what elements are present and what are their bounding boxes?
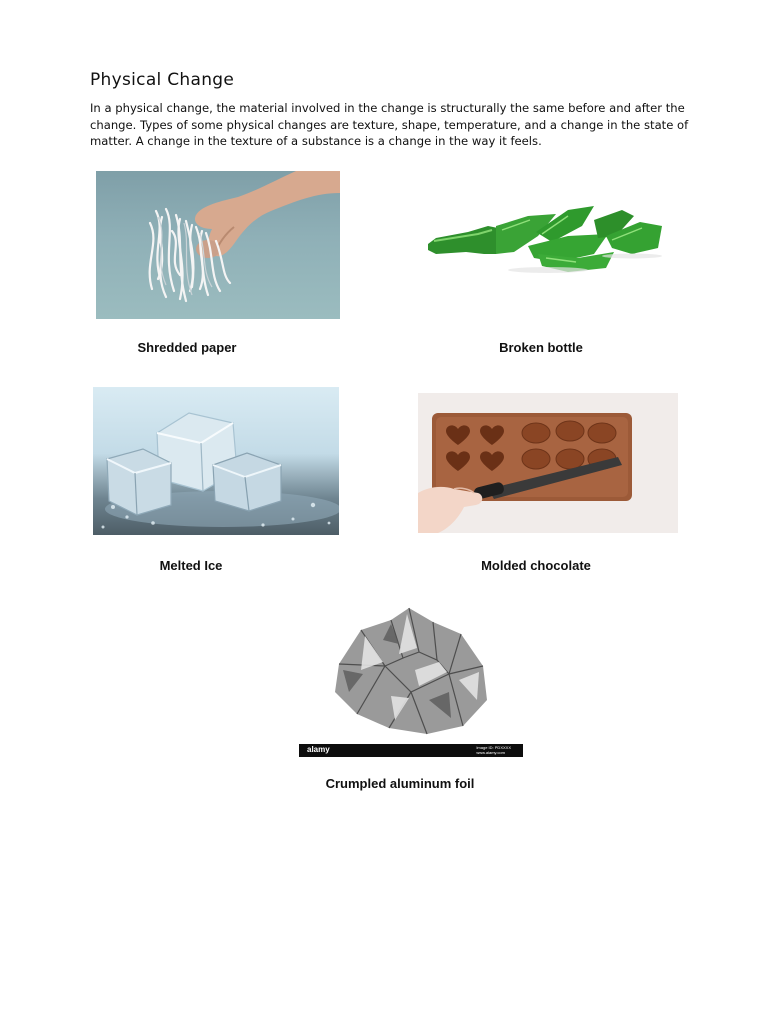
crumpled-foil-image <box>299 600 523 757</box>
molded-chocolate-image <box>418 393 678 533</box>
shredded-paper-image <box>96 171 340 319</box>
watermark-site: www.alamy.com <box>476 750 505 755</box>
melted-ice-image <box>93 387 339 535</box>
caption-crumpled-foil: Crumpled aluminum foil <box>325 776 475 791</box>
watermark-strip <box>299 744 523 757</box>
watermark-meta <box>476 745 511 755</box>
caption-broken-bottle: Broken bottle <box>499 340 583 355</box>
broken-bottle-image <box>418 196 668 286</box>
caption-shredded-paper: Shredded paper <box>137 340 237 355</box>
watermark-image-id: Image ID: PDXXXX <box>476 745 511 750</box>
intro-paragraph: In a physical change, the material involved in the change is structurally the same before and after the change. Types of some physical changes are texture, shape, temperature, and a change in the state of matter. A change in the texture of a substance is a change in the way it feels. <box>90 101 689 148</box>
page-title: Physical Change <box>90 70 235 90</box>
caption-molded-chocolate: Molded chocolate <box>481 558 591 573</box>
caption-melted-ice: Melted Ice <box>159 558 223 573</box>
watermark-brand: alamy <box>307 745 330 754</box>
